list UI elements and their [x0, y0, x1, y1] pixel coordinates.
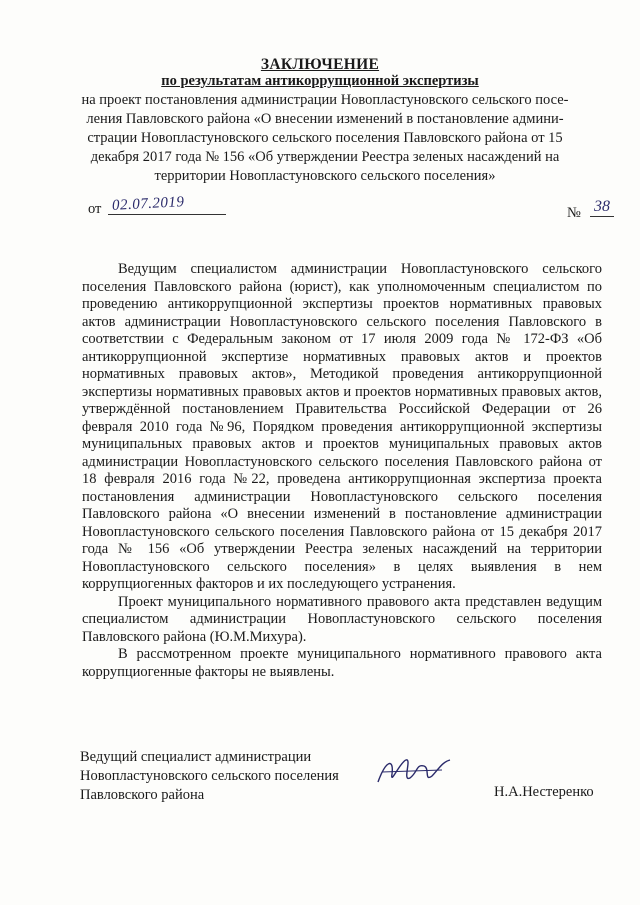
signer-position — [80, 748, 370, 805]
date-label: от — [88, 201, 102, 217]
position-line: Новопластуновского сельского поселения — [80, 768, 339, 784]
project-line: страции Новопластуновского сельского поселения Павловского района от 15 — [87, 130, 563, 146]
date-value: 02.07.2019 — [111, 194, 185, 214]
project-line: декабря 2017 года № 156 «Об утверждении Реестра зеленых насаждений на — [90, 149, 560, 165]
number-value: 38 — [590, 198, 614, 217]
project-line: территории Новопластуновского сельского поселения» — [154, 168, 496, 184]
number-label: № — [567, 205, 581, 221]
body-paragraph: Ведущим специалистом администрации Новопластуновского сельского поселения Павловского района (юрист), как уполномоченным специалистом по проведению антикоррупционной экспертизы проектов нормативных правовых актов администрации Новопластуновского сельского поселения Павловского в соответствии с Федеральным законом от 17 июля 2009 года № 172-ФЗ «Об антикоррупционной экспертизе нормативных правовых актов и проектов нормативных правовых актов», Методикой проведения антикоррупционной экспертизы нормативных правовых актов и проектов нормативных правовых актов, утверждённой постановлением Правительства Российской Федерации от 26 февраля 2010 года №96, Порядком проведения антикоррупционной экспертизы муниципальных правовых актов и проектов муниципальных правовых актов администрации Новопластуновского сельского поселения Павловского района от 18 февраля 2016 года №22, проведена антикоррупционная экспертиза проекта постановления администрации Новопластуновского сельского поселения Павловского района «О внесении изменений в постановление администрации Новопластуновского сельского поселения Павловского района от 15 декабря 2017 года № 156 «Об утверждении Реестра зеленых насаждений на территории Новопластуновского сельского поселения» в целях выявления в нем коррупциогенных факторов и их последующего устранения. — [82, 261, 602, 592]
project-description — [80, 91, 570, 186]
body-paragraph: В рассмотренном проекте муниципального нормативного правового акта коррупциогенные факторы не выявлены. — [82, 646, 602, 680]
document-subtitle: по результатам антикоррупционной экспертизы — [161, 73, 479, 89]
project-line: ления Павловского района «О внесении изменений в постановление админи- — [86, 111, 564, 127]
document-body — [82, 261, 602, 681]
body-paragraph: Проект муниципального нормативного правового акта представлен ведущим специалистом администрации Новопластуновского сельского поселения Павловского района (Ю.М.Михура). — [82, 593, 602, 645]
document-title: ЗАКЛЮЧЕНИЕ — [260, 56, 380, 73]
handwritten-signature — [372, 752, 458, 792]
signer-name: Н.А.Нестеренко — [494, 784, 594, 800]
position-line: Павловского района — [80, 787, 205, 803]
project-line: на проект постановления администрации Новопластуновского сельского посе- — [81, 92, 569, 108]
position-line: Ведущий специалист администрации — [80, 749, 312, 765]
